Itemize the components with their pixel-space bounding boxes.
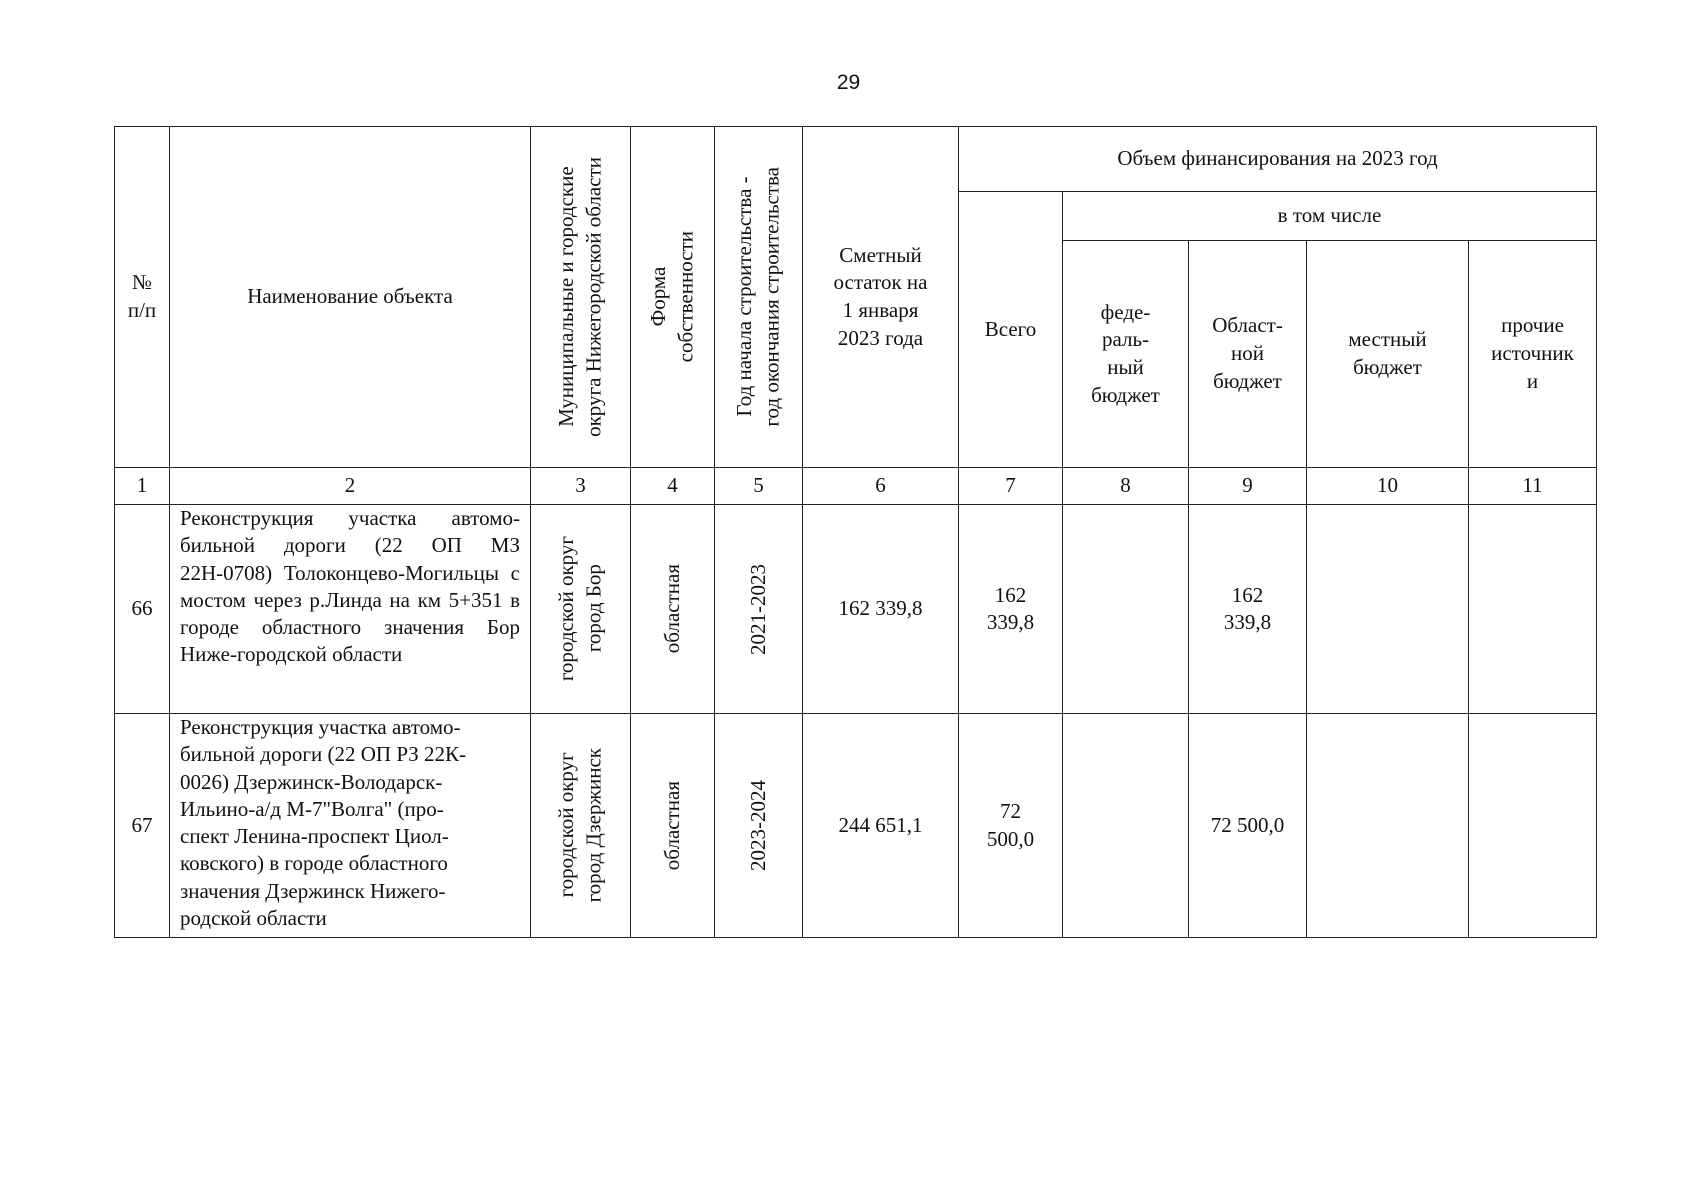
table-row [115,505,1597,714]
column-number: 2 [170,468,531,505]
row-local [1307,714,1469,938]
row-remainder: 162 339,8 [803,505,959,714]
row-name [170,714,531,938]
header-name [170,127,531,468]
header-years [715,127,803,468]
header-num [115,127,170,468]
row-federal [1063,505,1189,714]
column-number: 9 [1189,468,1307,505]
row-other [1469,505,1597,714]
row-regional: 162 339,8 [1189,505,1307,714]
header-regional-text: Област- ной бюджет [1212,313,1283,393]
header-municipal [531,127,631,468]
header-financing [959,127,1597,192]
table-row [115,714,1597,938]
column-number: 11 [1469,468,1597,505]
header-other-text: прочие источник и [1491,313,1574,393]
header-name-text: Наименование объекта [247,284,453,309]
page-number: 29 [836,71,861,94]
row-local [1307,505,1469,714]
header-local-text: местный бюджет [1348,327,1427,379]
header-financing-text: Объем финансирования на 2023 год [1117,146,1438,171]
row-municipal [531,505,631,714]
row-name-text: Реконструкция участка автомо-бильной дороги (22 ОП МЗ 22Н-0708) Толоконцево-Могильцы с мостом через р.Линда на км 5+351 в городе областного значения Бор Ниже-городской области [180,506,520,667]
row-ownership-text: областная [659,780,684,871]
row-years [715,714,803,938]
header-remainder [803,127,959,468]
financing-table [114,126,1597,938]
row-regional: 72 500,0 [1189,714,1307,938]
header-ownership [631,127,715,468]
row-municipal-text: городской округ город Бор [554,536,606,682]
row-num: 67 [115,714,170,938]
column-number: 10 [1307,468,1469,505]
column-number: 7 [959,468,1063,505]
row-ownership-text: областная [659,564,684,654]
column-number: 5 [715,468,803,505]
row-years [715,505,803,714]
header-federal [1063,241,1189,468]
row-federal [1063,714,1189,938]
row-other [1469,714,1597,938]
header-including [1063,192,1597,241]
header-num-text: № п/п [127,270,157,322]
column-number-row [115,468,1597,505]
header-federal-text: феде- раль- ный бюджет [1091,299,1160,407]
row-num: 66 [115,505,170,714]
header-total [959,192,1063,468]
row-name [170,505,531,714]
row-ownership [631,505,715,714]
column-number: 8 [1063,468,1189,505]
header-years-text: Год начала строительства - год окончания строительства [732,167,784,427]
row-years-text: 2023-2024 [745,780,770,871]
row-remainder: 244 651,1 [803,714,959,938]
header-remainder-text: Сметный остаток на 1 января 2023 года [833,242,928,350]
column-number: 4 [631,468,715,505]
row-municipal [531,714,631,938]
header-other [1469,241,1597,468]
header-municipal-text: Муниципальные и городские округа Нижегородской области [554,157,606,437]
row-years-text: 2021-2023 [745,563,770,655]
column-number: 1 [115,468,170,505]
header-including-text: в том числе [1277,203,1382,228]
column-number: 6 [803,468,959,505]
row-total: 162 339,8 [959,505,1063,714]
header-ownership-text: Форма собственности [646,231,698,363]
header-total-text: Всего [984,316,1037,341]
row-municipal-text: городской округ город Дзержинск [554,748,606,903]
column-number: 3 [531,468,631,505]
header-local [1307,241,1469,468]
header-regional [1189,241,1307,468]
row-total: 72 500,0 [959,714,1063,938]
row-ownership [631,714,715,938]
row-name-text: Реконструкция участка автомо- бильной дороги (22 ОП РЗ 22К- 0026) Дзержинск-Володарск- Ильино-а/д М-7"Волга" (про- спект Ленина-проспект Циол- ковского) в городе областного значения Дзержинск Нижего- родской области [180,715,467,931]
